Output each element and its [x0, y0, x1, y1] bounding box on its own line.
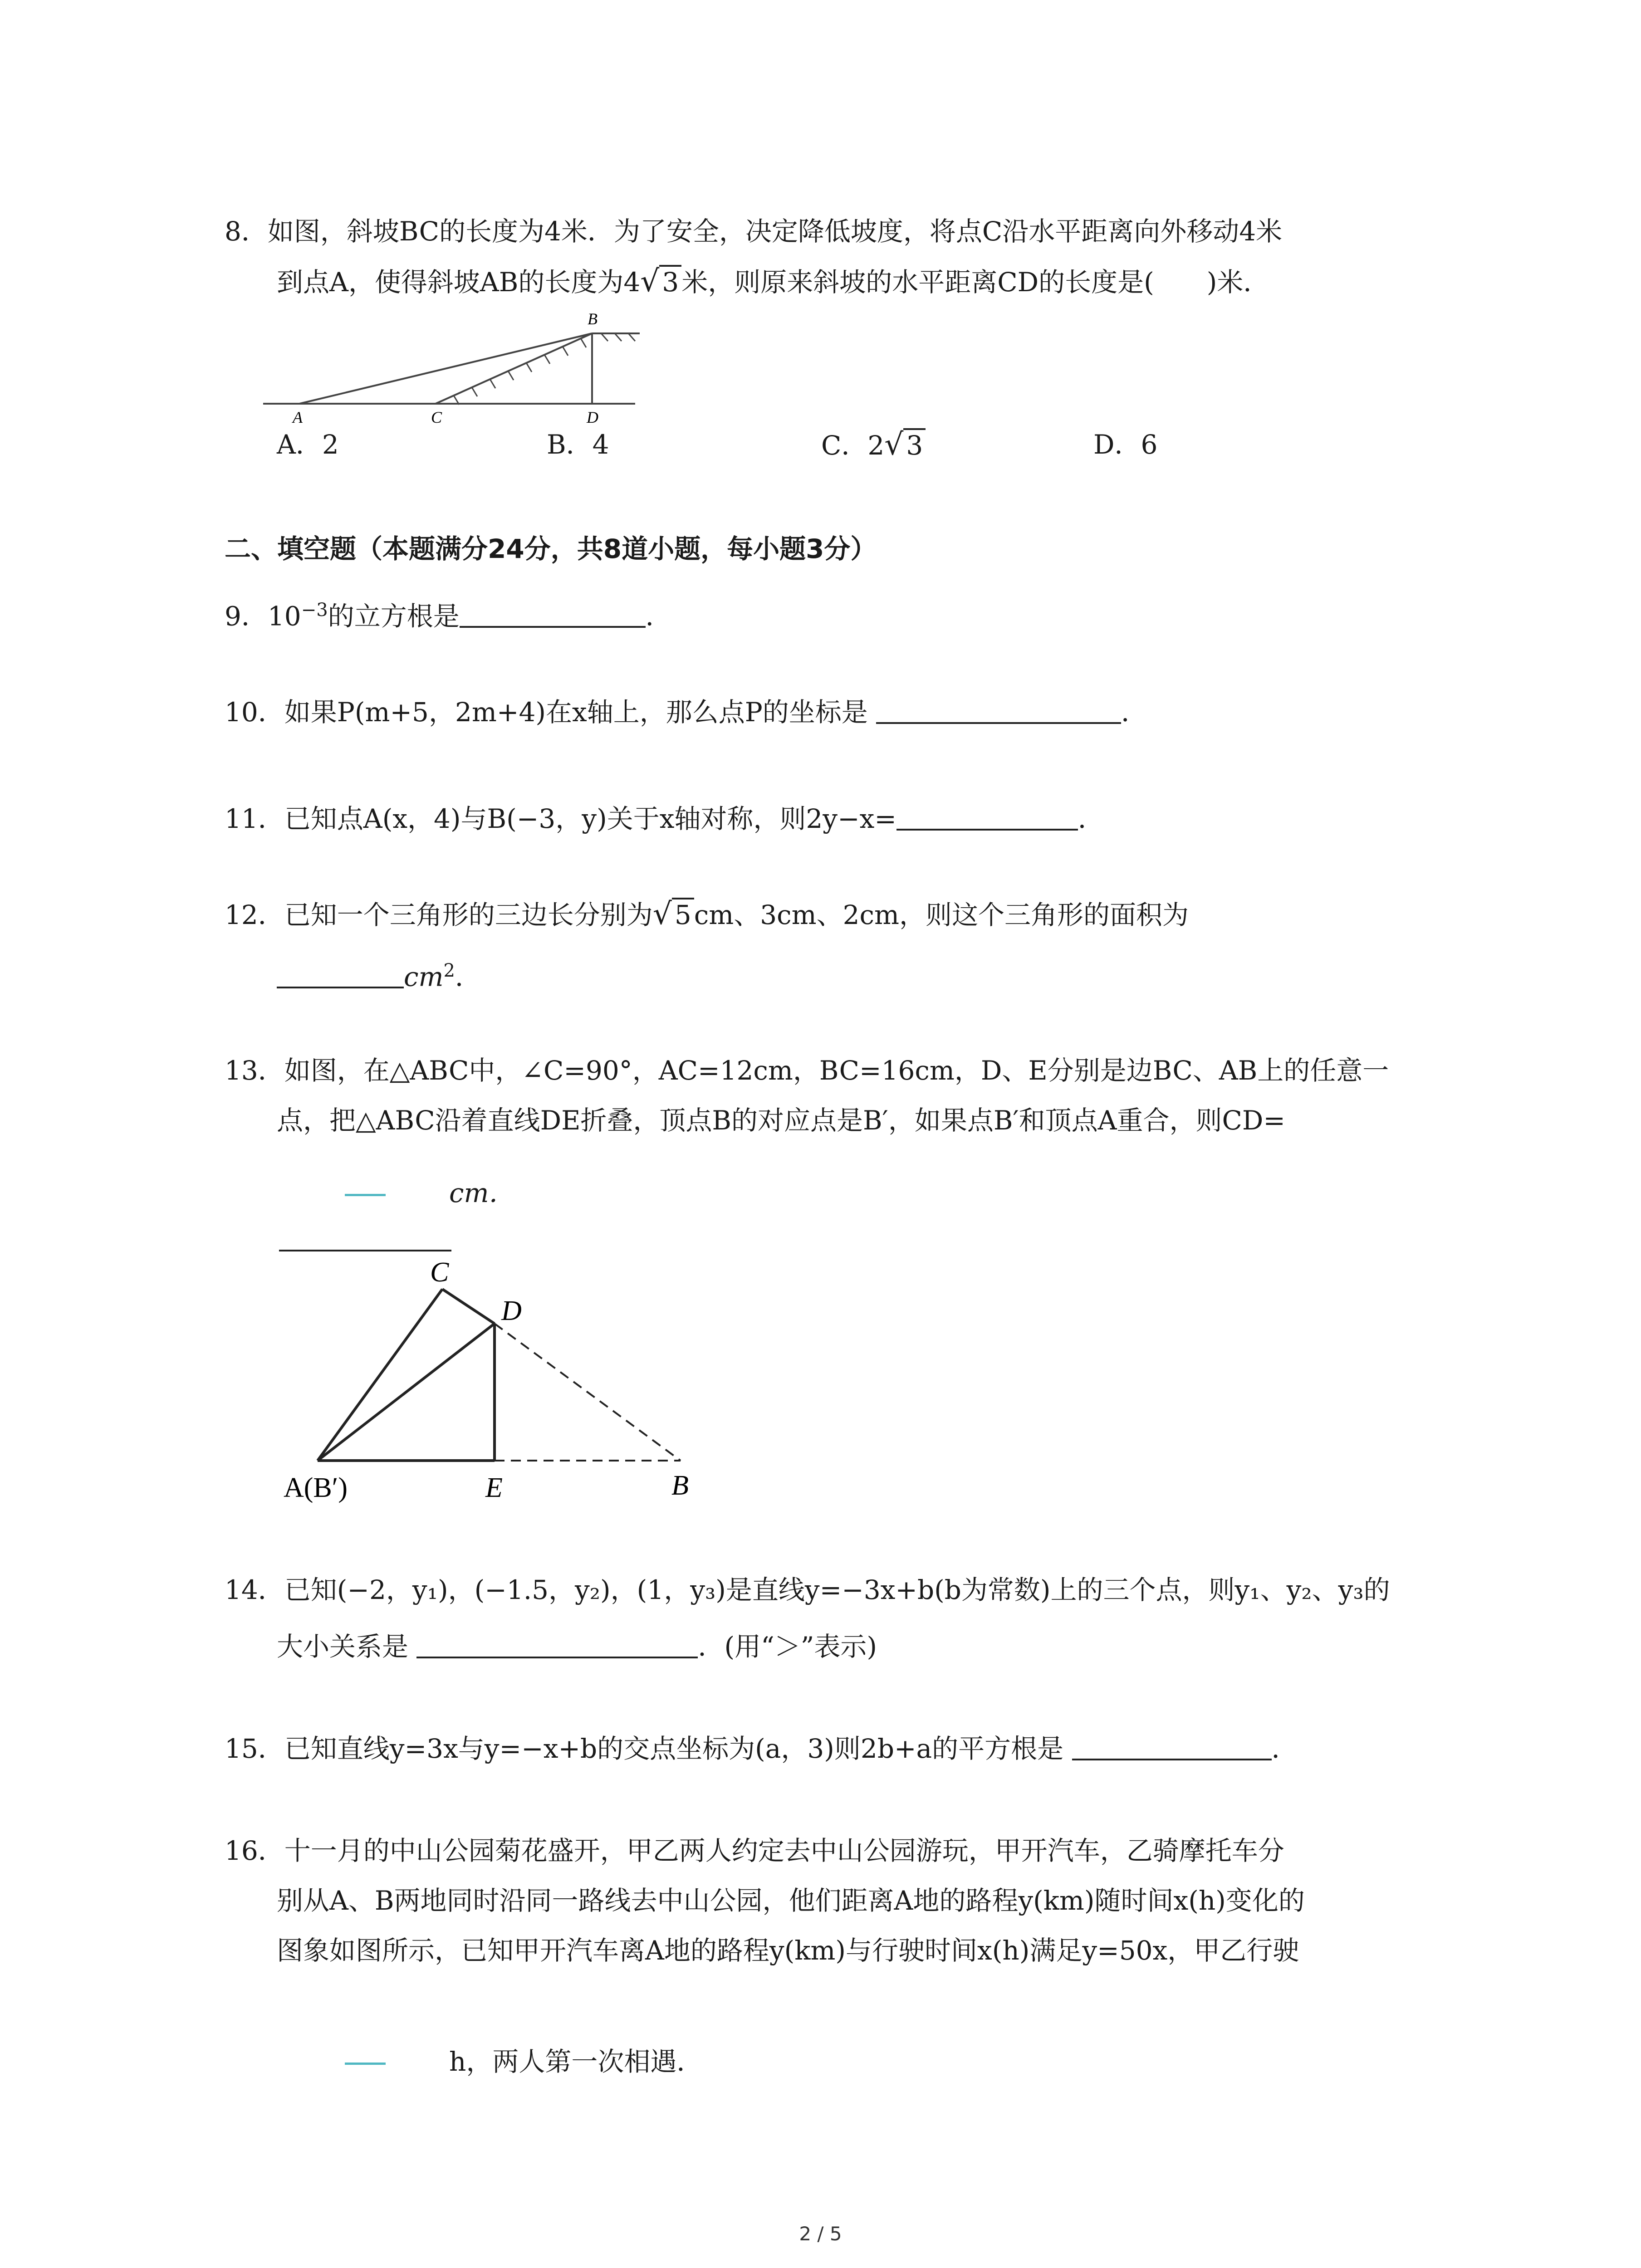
q8-label-d: D: [587, 408, 598, 426]
q8-label-c: C: [431, 408, 442, 426]
q16-line2: 别从A、B两地同时沿同一路线去中山公园，他们距离A地的路程y(km)随时间x(h)变化的: [277, 1885, 1305, 1916]
q13-line2: 点，把△ABC沿着直线DE折叠，顶点B的对应点是B′，如果点B′和顶点A重合，则CD=: [277, 1105, 1285, 1136]
q13-line1: 13．如图，在△ABC中，∠C=90°，AC=12cm，BC=16cm，D、E分别是边BC、AB上的任意一: [225, 1055, 1389, 1086]
q13-label-b: B: [671, 1470, 689, 1501]
page-number: 2 / 5: [799, 2223, 842, 2245]
q11: 11．已知点A(x，4)与B(−3，y)关于x轴对称，则2y−x= ．: [225, 803, 1104, 834]
section-heading: 二、填空题（本题满分24分，共8道小题，每小题3分）: [225, 533, 877, 564]
q13-label-e: E: [485, 1472, 503, 1503]
q15: 15．已知直线y=3x与y=−x+b的交点坐标为(a，3)则2b+a的平方根是 ．: [225, 1733, 1298, 1764]
q8-line2-a: 到点A，使得斜坡AB的长度为4: [277, 267, 641, 298]
q13-label-a: A(B′): [284, 1472, 348, 1503]
q8-line1: 8．如图，斜坡BC的长度为4米．为了安全，决定降低坡度，将点C沿水平距离向外移动4米: [225, 216, 1283, 247]
q8-sqrt: √ 3: [640, 263, 681, 300]
q12-line1: 12．已知一个三角形的三边长分别为√ 5 cm、3cm、2cm，则这个三角形的面积为: [225, 896, 1189, 931]
q8-option-d: D．6: [1093, 429, 1158, 460]
q14-line1: 14．已知(−2，y₁)，(−1.5，y₂)，(1，y₃)是直线y=−3x+b(b为常数)上的三个点，则y₁、y₂、y₃的: [225, 1574, 1390, 1605]
q12-answer-blank[interactable]: [277, 961, 404, 988]
q14-answer-blank[interactable]: [416, 1631, 698, 1658]
q15-answer-blank[interactable]: [1072, 1733, 1272, 1760]
q8-line2-b: 米，则原来斜坡的水平距离CD的长度是( )米．: [681, 267, 1270, 298]
q13-label-c: C: [430, 1257, 449, 1288]
q13-label-d: D: [501, 1295, 522, 1326]
q8-slope-figure: [254, 304, 662, 431]
q16-line4: h，两人第一次相遇．: [449, 2046, 703, 2077]
q14-line2: 大小关系是 ．(用“＞”表示): [277, 1631, 877, 1662]
q13-unit: cm．: [449, 1178, 515, 1208]
q10: 10．如果P(m+5，2m+4)在x轴上，那么点P的坐标是 ．: [225, 697, 1148, 728]
q10-answer-blank[interactable]: [876, 697, 1121, 724]
q8-option-a: A．2: [277, 429, 339, 460]
q9-answer-blank[interactable]: [460, 601, 646, 628]
q16-line3: 图象如图所示，已知甲开汽车离A地的路程y(km)与行驶时间x(h)满足y=50x，甲乙行驶: [277, 1935, 1299, 1966]
q13-answer-dash: [345, 1194, 386, 1196]
q13-triangle-figure: [272, 1252, 726, 1515]
q8-line2: [277, 263, 1269, 300]
q13-answer-blank[interactable]: [279, 1250, 451, 1251]
q8-option-c: C．2√ 3: [821, 426, 926, 464]
q8-label-a: A: [293, 408, 303, 426]
q8-label-b: B: [588, 310, 598, 328]
q16-line1: 16．十一月的中山公园菊花盛开，甲乙两人约定去中山公园游玩，甲开汽车，乙骑摩托车分: [225, 1835, 1284, 1866]
q12-line2: $cm^2$．: [277, 953, 481, 995]
q9: 9．$10^{-3}$的立方根是 ．: [225, 600, 672, 632]
q8-option-b: B．4: [547, 429, 609, 460]
q16-answer-dash: [345, 2063, 386, 2065]
q11-answer-blank[interactable]: [896, 803, 1078, 831]
